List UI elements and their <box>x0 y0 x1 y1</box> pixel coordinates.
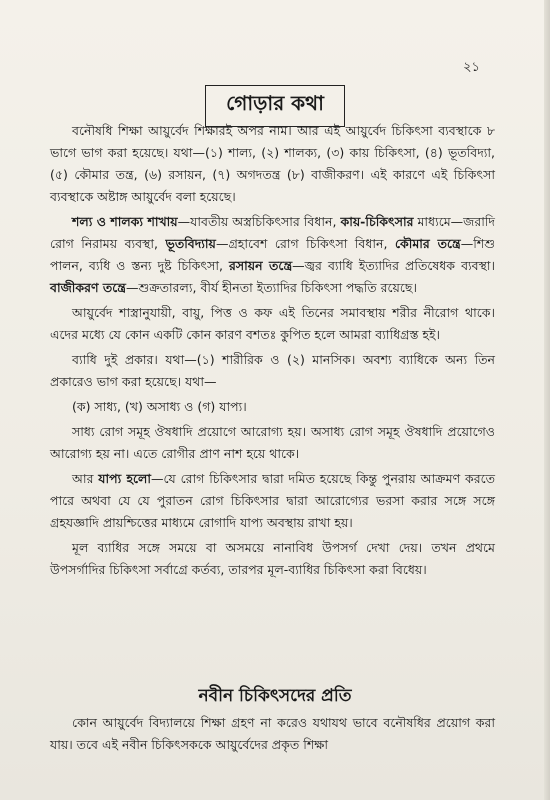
term-shalya: শল্য ও শালক্য শাখায় <box>72 214 178 229</box>
term-rasayan-tantra: রসায়ন তন্ত্রে <box>229 258 293 273</box>
paragraph-3: আয়ুর্বেদ শাস্ত্রানুযায়ী, বায়ু, পিত্ত ও কফ এই তিনের সমাবস্থায় শরীর নীরোগ থাকে। এদের মধ্যে যে কোন একটি কোন কারণ বশতঃ কুপিত হলে আমরা ব্যাধিগ্রস্ত হই। <box>50 305 495 342</box>
text-span: —যাবতীয় অস্ত্রচিকিৎসার বিধান, <box>177 214 341 229</box>
term-japya: যাপ্য হলো <box>98 471 151 486</box>
term-bajikaran-tantra: বাজীকরণ তন্ত্রে <box>50 280 126 295</box>
paragraph-6: সাধ্য রোগ সমূহ ঔষধাদি প্রয়োগে আরোগ্য হয়। অসাধ্য রোগ সমূহ ঔষধাদি প্রয়োগেও আরোগ্য হয় না। এতে রোগীর প্রাণ নাশ হয়ে থাকে। <box>50 424 495 461</box>
term-kaumar-tantra: কৌমার তন্ত্রে <box>394 236 461 251</box>
paragraph-9: কোন আয়ুর্বেদ বিদ্যালয়ে শিক্ষা গ্রহণ না করেও যথাযথ ভাবে বনৌষধির প্রয়োগ করা যায়। তবে এই নবীন চিকিৎসককে আয়ুর্বেদের প্রকৃত শিক্ষা <box>50 715 495 752</box>
text-span: —গ্রহাবেশ রোগ চিকিৎসা বিধান, <box>215 236 395 251</box>
text-span: আর <box>72 471 99 486</box>
section-heading: নবীন চিকিৎসদের প্রতি <box>198 686 352 706</box>
body-text-main <box>50 120 495 584</box>
paragraph-1: বনৌষধি শিক্ষা আয়ুর্বেদ শিক্ষারই অপর নাম। আর এই আয়ুর্বেদ চিকিৎসা ব্যবস্থাকে ৮ ভাগে ভাগ করা হয়েছে। যথা—(১) শাল্য, (২) শালক্য, (৩) কায় চিকিৎসা, (৪) ভূতবিদ্যা, (৫) কৌমার তন্ত্র, (৬) রসায়ন, (৭) অগদতন্ত্র (৮) বাজীকরণ। এই কারণে এই চিকিৎসা ব্যবস্থাকে অষ্টাঙ্গ আয়ুর্বেদ বলা হয়েছে। <box>50 123 495 204</box>
paragraph-8: মূল ব্যাধির সঙ্গে সময়ে বা অসময়ে নানাবিধ উপসর্গ দেখা দেয়। তখন প্রথমে উপসর্গাদির চিকিৎসা সর্বাগ্রে কর্তব্য, তারপর মূল-ব্যাধির চিকিৎসা করা বিধেয়। <box>50 540 495 577</box>
text-span: —শুক্রতারল্য, বীর্য হীনতা ইত্যাদির চিকিৎসা পদ্ধতি রয়েছে। <box>125 280 417 295</box>
page-title: গোড়ার কথা <box>205 85 345 127</box>
paragraph-4: ব্যাধি দুই প্রকার। যথা—(১) শারীরিক ও (২) মানসিক। অবশ্য ব্যাধিকে অন্য তিন প্রকারেও ভাগ করা হয়েছে। যথা— <box>50 352 495 389</box>
body-text-section <box>50 712 495 759</box>
text-span: —যে রোগ চিকিৎসার দ্বারা দমিত হয়েছে কিন্তু পুনরায় আক্রমণ করতে পারে অথবা যে যে পুরাতন রোগ চিকিৎসার দ্বারা আরোগ্যের ভরসা করার সঙ্গে সঙ্গে গ্রহযজ্ঞাদি প্রায়শ্চিত্তের মাধ্যমে রোগাদি যাপ্য অবস্থায় রাখা হয়। <box>50 471 495 530</box>
paragraph-5: (ক) সাধ্য, (খ) অসাধ্য ও (গ) যাপ্য। <box>72 399 247 414</box>
term-bhutavidya: ভূতবিদ্যায় <box>165 236 216 251</box>
paragraph-7 <box>50 468 495 534</box>
text-span: —জ্বর ব্যাধি ইত্যাদির প্রতিষেধক ব্যবস্থা। <box>292 258 495 273</box>
term-kay-chikitsa: কায়-চিকিৎসার <box>340 214 414 229</box>
text-span: —শিশু পালন, ব্যধি ও স্তন্য দুষ্ট চিকিৎসা, <box>50 236 495 273</box>
paragraph-2 <box>50 211 495 299</box>
text-span: মাধ্যমে—জরাদি রোগ নিরাময় ব্যবস্থা, <box>50 214 495 251</box>
page-number: ২১ <box>463 60 480 75</box>
